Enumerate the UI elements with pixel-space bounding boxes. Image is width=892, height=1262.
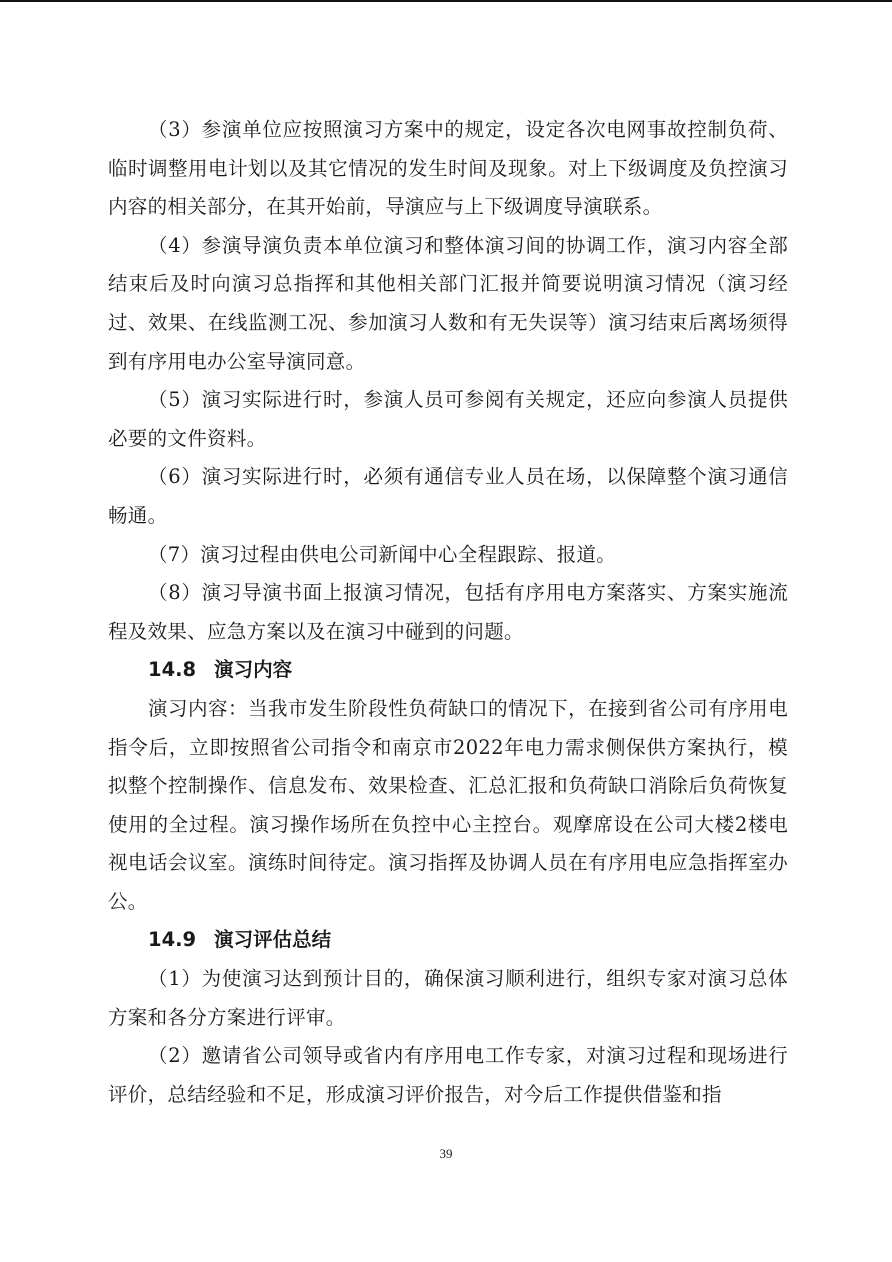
section-number: 14.9 xyxy=(148,928,197,952)
page-number: 39 xyxy=(439,1146,453,1161)
paragraph-8: （8）演习导演书面上报演习情况，包括有序用电方案落实、方案实施流程及效果、应急方案以及在演习中碰到的问题。 xyxy=(108,581,788,643)
paragraph-7: （7）演习过程由供电公司新闻中心全程跟踪、报道。 xyxy=(148,542,617,566)
section-heading-14-9 xyxy=(108,921,788,960)
evaluation-paragraph-2: （2）邀请省公司领导或省内有序用电工作专家，对演习过程和现场进行评价，总结经验和不足，形成演习评价报告，对今后工作提供借鉴和指 xyxy=(108,1044,788,1106)
document-body xyxy=(108,111,788,1114)
paragraph-4: （4）参演导演负责本单位演习和整体演习间的协调工作，演习内容全部结束后及时向演习总指挥和其他相关部门汇报并简要说明演习情况（演习经过、效果、在线监测工况、参加演习人数和有无失误等）演习结束后离场须得到有序用电办公室导演同意。 xyxy=(108,233,788,373)
paragraph-6: （6）演习实际进行时，必须有通信专业人员在场，以保障整个演习通信畅通。 xyxy=(108,465,788,527)
paragraph-3: （3）参演单位应按照演习方案中的规定，设定各次电网事故控制负荷、临时调整用电计划以及其它情况的发生时间及现象。对上下级调度及负控演习内容的相关部分，在其开始前，导演应与上下级调度导演联系。 xyxy=(108,118,788,219)
top-border-line xyxy=(0,0,892,2)
section-title: 演习评估总结 xyxy=(214,928,332,952)
drill-content-paragraph: 演习内容：当我市发生阶段性负荷缺口的情况下，在接到省公司有序用电指令后，立即按照省公司指令和南京市2022年电力需求侧保供方案执行，模拟整个控制操作、信息发布、效果检查、汇总汇报和负荷缺口消除后负荷恢复使用的全过程。演习操作场所在负控中心主控台。观摩席设在公司大楼2楼电视电话会议室。演练时间待定。演习指挥及协调人员在有序用电应急指挥室办公。 xyxy=(108,696,788,913)
paragraph-5: （5）演习实际进行时，参演人员可参阅有关规定，还应向参演人员提供必要的文件资料。 xyxy=(108,388,788,450)
section-title: 演习内容 xyxy=(214,658,293,682)
section-number: 14.8 xyxy=(148,658,197,682)
evaluation-paragraph-1: （1）为使演习达到预计目的，确保演习顺利进行，组织专家对演习总体方案和各分方案进行评审。 xyxy=(108,967,788,1029)
section-heading-14-8 xyxy=(108,651,788,690)
